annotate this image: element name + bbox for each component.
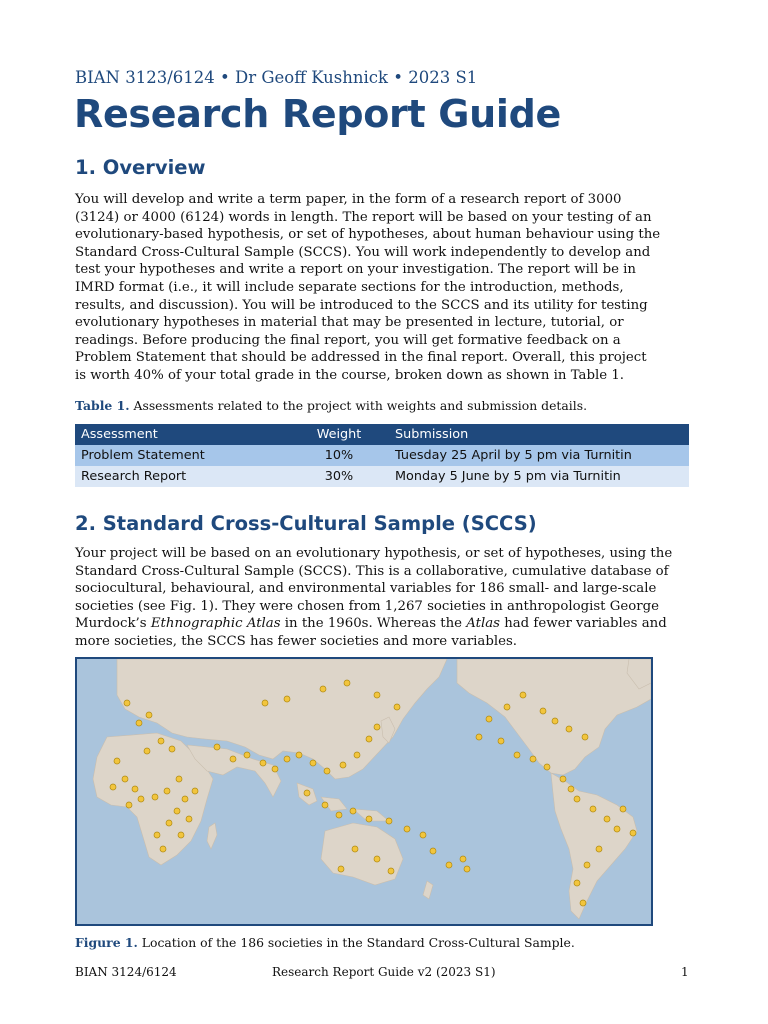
society-marker <box>132 786 138 792</box>
society-marker <box>574 880 580 886</box>
society-marker <box>296 752 302 758</box>
overview-heading: 1. Overview <box>75 156 206 179</box>
society-marker <box>262 700 268 706</box>
society-marker <box>476 734 482 740</box>
society-marker <box>590 806 596 812</box>
cell-submission: Tuesday 25 April by 5 pm via Turnitin <box>395 448 632 463</box>
society-marker <box>186 816 192 822</box>
society-marker <box>272 766 278 772</box>
society-marker <box>614 826 620 832</box>
society-marker <box>374 856 380 862</box>
paragraph-line: sociocultural, behavioural, and environmental variables for 186 small- and large-scale <box>75 581 657 597</box>
sccs-world-map <box>75 657 653 926</box>
figure-caption-label: Figure 1. <box>75 935 138 950</box>
society-marker <box>540 708 546 714</box>
sccs-heading: 2. Standard Cross-Cultural Sample (SCCS) <box>75 512 537 535</box>
society-marker <box>166 820 172 826</box>
society-marker <box>574 796 580 802</box>
society-marker <box>344 680 350 686</box>
society-marker <box>366 816 372 822</box>
paragraph-line: is worth 40% of your total grade in the course, broken down as shown in Table 1. <box>75 367 625 383</box>
society-marker <box>244 752 250 758</box>
paragraph-line: Standard Cross-Cultural Sample (SCCS). You will work independently to develop and <box>75 244 651 260</box>
society-marker <box>284 756 290 762</box>
table-caption <box>75 398 587 413</box>
society-marker <box>136 720 142 726</box>
table-header-row <box>75 424 689 445</box>
paragraph-line <box>75 615 695 633</box>
society-marker <box>320 686 326 692</box>
society-marker <box>560 776 566 782</box>
society-marker <box>584 862 590 868</box>
society-marker <box>192 788 198 794</box>
society-marker <box>164 788 170 794</box>
society-marker <box>404 826 410 832</box>
atlas-title-italic: Ethnographic Atlas <box>150 616 281 632</box>
col-header-weight: Weight <box>316 427 362 442</box>
society-marker <box>154 832 160 838</box>
table-row <box>75 445 689 466</box>
page-title: Research Report Guide <box>74 92 562 136</box>
paragraph-line: Problem Statement that should be addressed in the final report. Overall, this project <box>75 350 647 366</box>
society-marker <box>464 866 470 872</box>
society-marker <box>544 764 550 770</box>
society-marker <box>178 832 184 838</box>
cell-weight: 30% <box>324 469 354 484</box>
paragraph-line: readings. Before producing the final report, you will get formative feedback on a <box>75 332 621 348</box>
society-marker <box>176 776 182 782</box>
society-marker <box>182 796 188 802</box>
society-marker <box>322 802 328 808</box>
society-marker <box>124 700 130 706</box>
figure-caption-text: Location of the 186 societies in the Standard Cross-Cultural Sample. <box>137 935 575 950</box>
society-marker <box>620 806 626 812</box>
col-header-submission: Submission <box>395 427 469 442</box>
paragraph-line: (3124) or 4000 (6124) words in length. The report will be based on your testing of an <box>75 209 652 225</box>
society-marker <box>566 726 572 732</box>
cell-submission: Monday 5 June by 5 pm via Turnitin <box>395 469 621 484</box>
society-marker <box>174 808 180 814</box>
society-marker <box>352 846 358 852</box>
society-marker <box>420 832 426 838</box>
col-header-assessment: Assessment <box>81 427 158 442</box>
society-marker <box>582 734 588 740</box>
paragraph-line: results, and discussion). You will be introduced to the SCCS and its utility for testing <box>75 297 648 313</box>
society-marker <box>388 868 394 874</box>
society-marker <box>504 704 510 710</box>
atlas-italic: Atlas <box>466 616 500 632</box>
society-marker <box>126 802 132 808</box>
society-marker <box>310 760 316 766</box>
table-caption-label: Table 1. <box>75 398 130 413</box>
society-marker <box>336 812 342 818</box>
society-marker <box>340 762 346 768</box>
society-marker <box>604 816 610 822</box>
text-run: had fewer variables and <box>499 616 667 632</box>
table-row <box>75 466 689 487</box>
society-marker <box>386 818 392 824</box>
society-marker <box>460 856 466 862</box>
society-marker <box>169 746 175 752</box>
society-marker <box>498 738 504 744</box>
society-marker <box>446 862 452 868</box>
society-marker <box>486 716 492 722</box>
paragraph-line: societies (see Fig. 1). They were chosen from 1,267 societies in anthropologist George <box>75 598 659 614</box>
footer-course: BIAN 3124/6124 <box>75 965 177 979</box>
society-marker <box>630 830 636 836</box>
society-marker <box>366 736 372 742</box>
society-marker <box>338 866 344 872</box>
society-marker <box>568 786 574 792</box>
society-marker <box>122 776 128 782</box>
society-marker <box>160 846 166 852</box>
footer-page-number: 1 <box>681 965 689 979</box>
figure-caption <box>75 935 575 950</box>
paragraph-line: You will develop and write a term paper, in the form of a research report of 3000 <box>75 192 622 207</box>
society-marker <box>430 848 436 854</box>
sccs-paragraph <box>75 545 695 651</box>
society-marker <box>138 796 144 802</box>
society-marker <box>260 760 266 766</box>
paragraph-line: test your hypotheses and write a report on your investigation. The report will be in <box>75 262 636 278</box>
paragraph-line: evolutionary hypotheses in material that may be presented in lecture, tutorial, or <box>75 315 624 331</box>
cell-weight: 10% <box>324 448 354 463</box>
society-marker <box>520 692 526 698</box>
society-marker <box>110 784 116 790</box>
paragraph-line: IMRD format (i.e., it will include separate sections for the introduction, methods, <box>75 279 624 295</box>
society-marker <box>324 768 330 774</box>
paragraph-line: more societies, the SCCS has fewer societies and more variables. <box>75 633 518 649</box>
society-marker <box>552 718 558 724</box>
society-marker <box>304 790 310 796</box>
society-marker <box>284 696 290 702</box>
society-marker <box>394 704 400 710</box>
society-marker <box>144 748 150 754</box>
paragraph-line: evolutionary-based hypothesis, or set of hypotheses, about human behaviour using the <box>75 227 661 243</box>
society-marker <box>114 758 120 764</box>
text-run: Murdock’s <box>75 616 151 632</box>
society-marker <box>146 712 152 718</box>
paragraph-line: Your project will be based on an evolutionary hypothesis, or set of hypotheses, using the <box>75 546 673 561</box>
society-marker <box>214 744 220 750</box>
text-run: in the 1960s. Whereas the <box>280 616 467 632</box>
cell-assessment: Research Report <box>81 469 187 484</box>
course-line: BIAN 3123/6124 • Dr Geoff Kushnick • 2023 S1 <box>75 68 478 87</box>
society-marker <box>354 752 360 758</box>
society-marker <box>374 692 380 698</box>
footer-doc-title: Research Report Guide v2 (2023 S1) <box>272 965 496 979</box>
world-map-svg <box>77 659 651 924</box>
society-marker <box>230 756 236 762</box>
society-marker <box>158 738 164 744</box>
overview-paragraph <box>75 191 695 385</box>
table-caption-text: Assessments related to the project with weights and submission details. <box>129 398 588 413</box>
society-marker <box>374 724 380 730</box>
assessment-table <box>75 424 689 487</box>
society-marker <box>530 756 536 762</box>
society-marker <box>350 808 356 814</box>
society-marker <box>580 900 586 906</box>
society-marker <box>514 752 520 758</box>
society-marker <box>596 846 602 852</box>
paragraph-line: Standard Cross-Cultural Sample (SCCS). This is a collaborative, cumulative database of <box>75 563 669 579</box>
cell-assessment: Problem Statement <box>81 448 205 463</box>
society-marker <box>152 794 158 800</box>
